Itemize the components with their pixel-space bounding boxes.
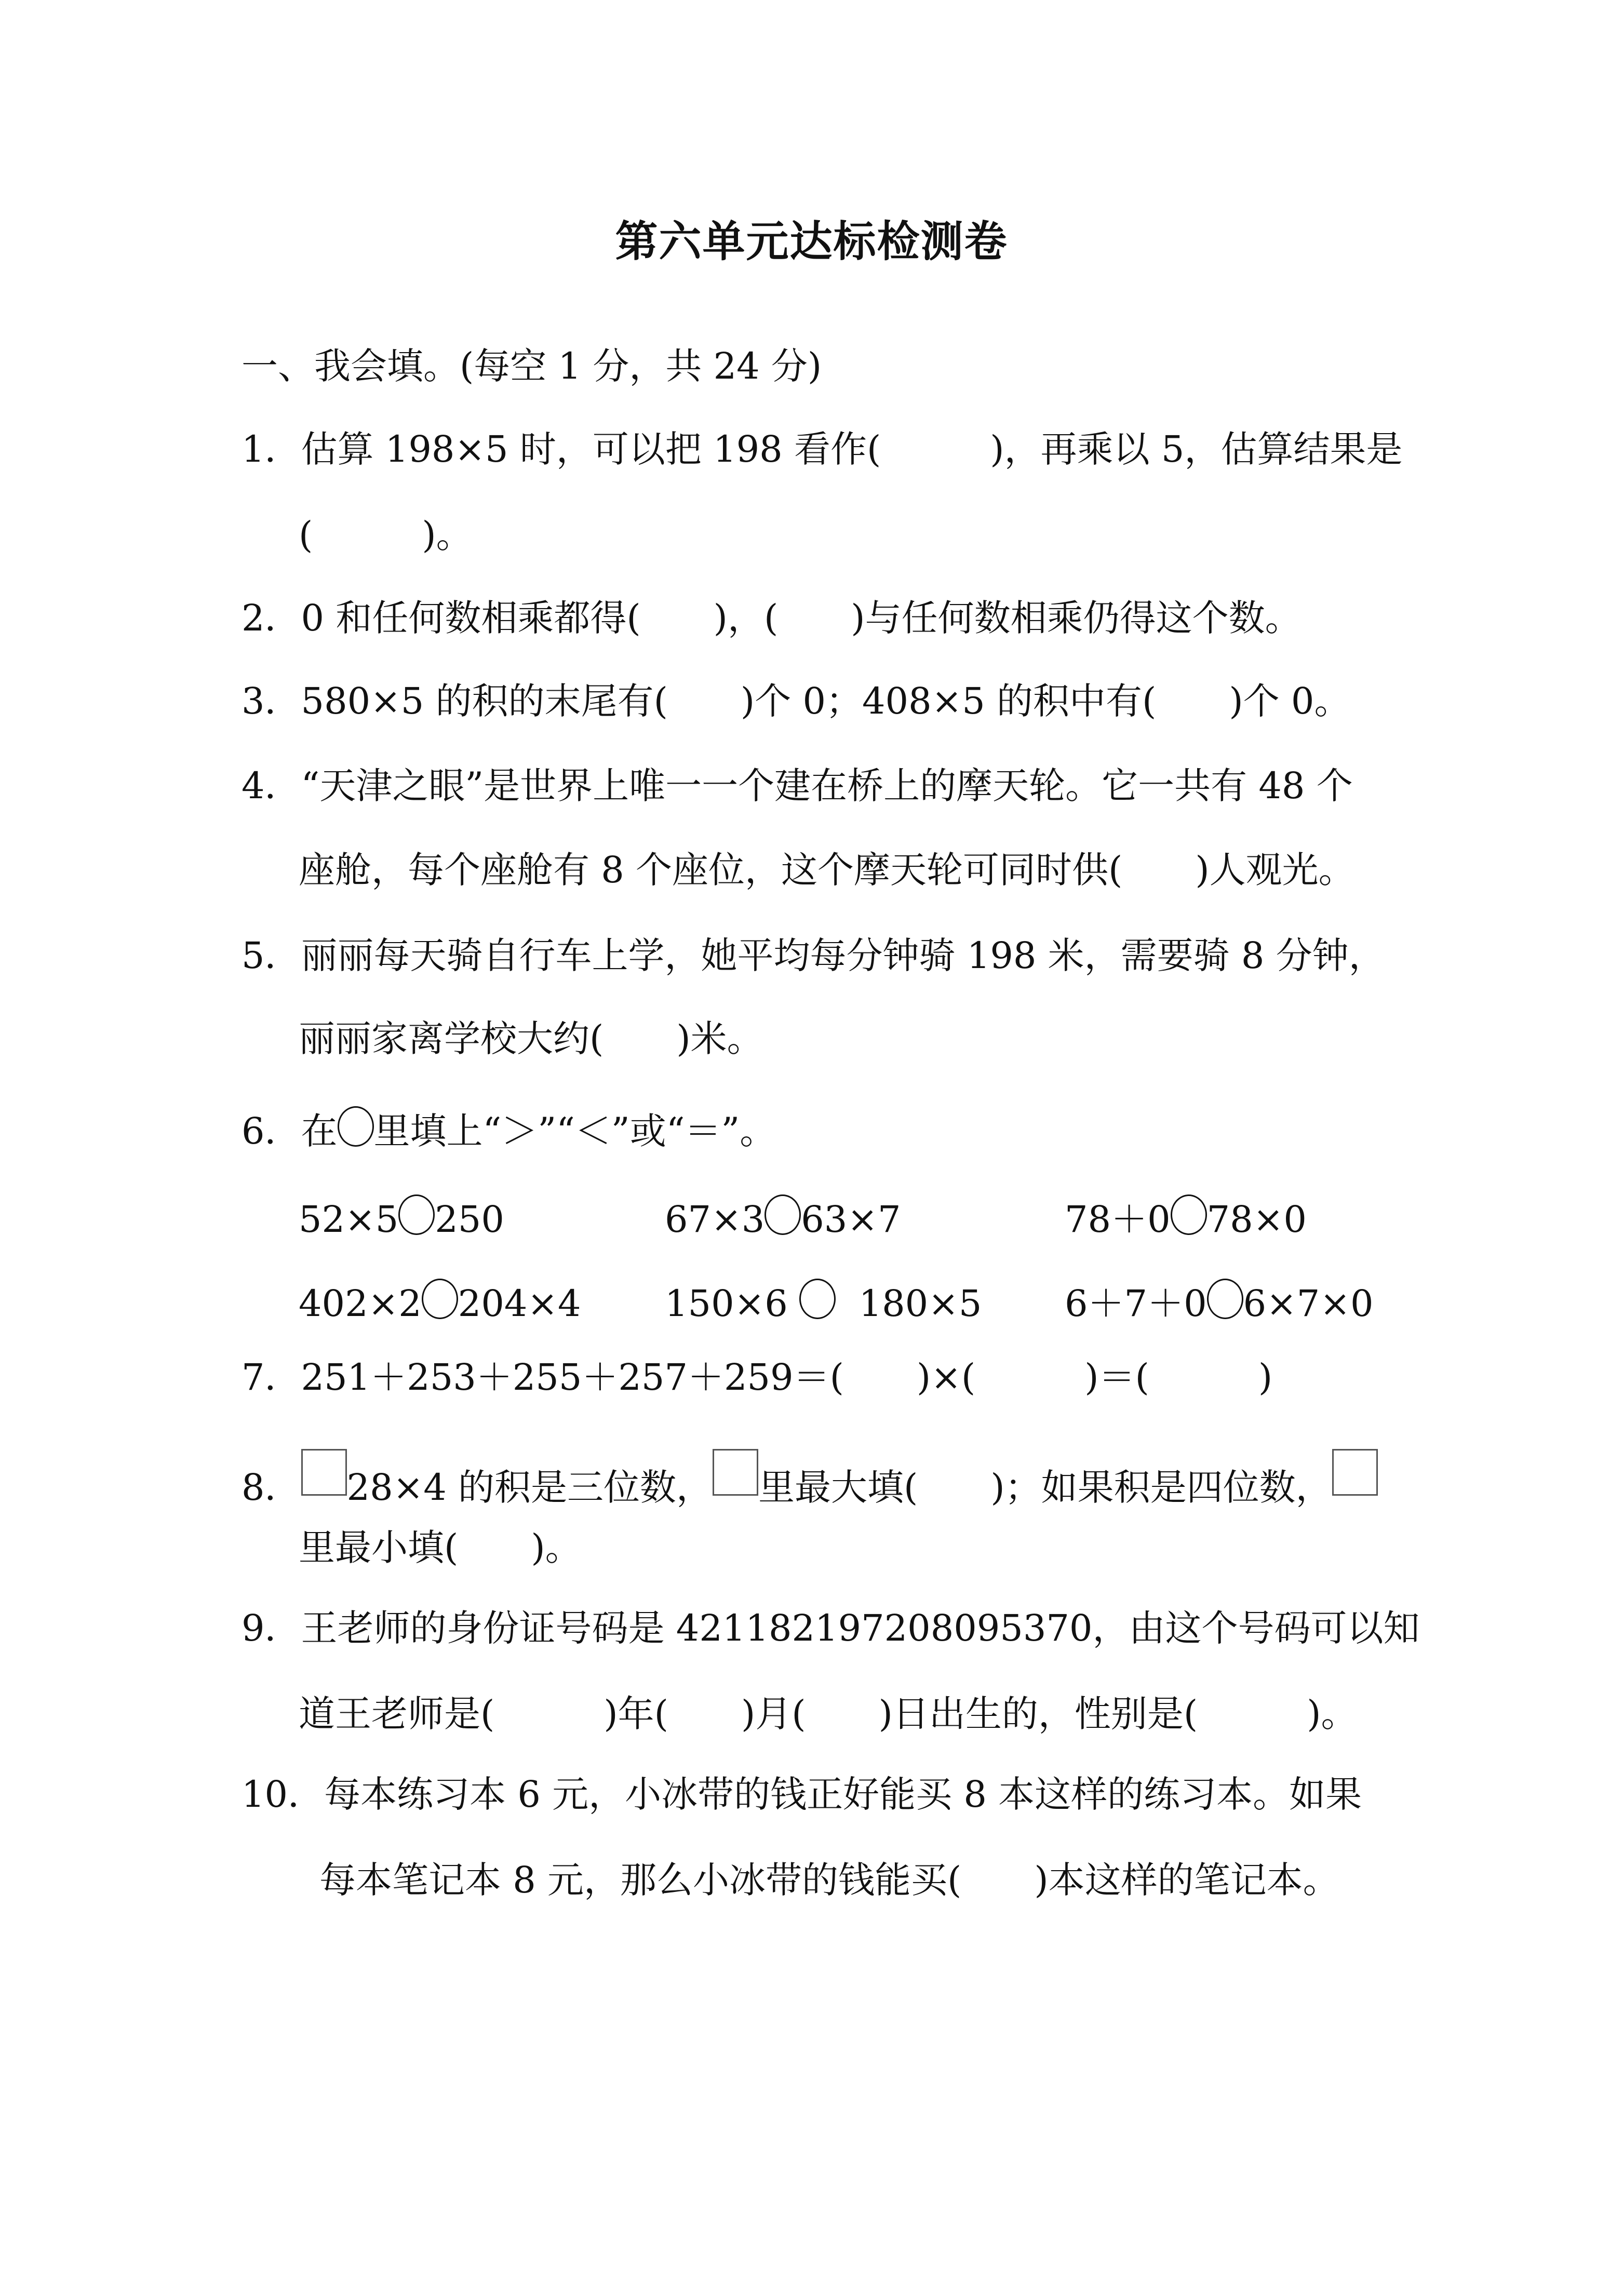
question-4-line-1: 4．“天津之眼”是世界上唯一一个建在桥上的摩天轮。它一共有 48 个 bbox=[242, 764, 1353, 807]
question-1-line-1: 1．估算 198×5 时，可以把 198 看作( )，再乘以 5，估算结果是 bbox=[242, 428, 1403, 471]
page-title: 第六单元达标检测卷 bbox=[615, 217, 1008, 266]
question-number: 5． bbox=[242, 934, 301, 977]
compare-item: 150×6 180×5 bbox=[665, 1279, 982, 1327]
question-4-line-2: 座舱，每个座舱有 8 个座位，这个摩天轮可同时供( )人观光。 bbox=[299, 849, 1355, 891]
question-3: 3．580×5 的积的末尾有( )个 0；408×5 的积中有( )个 0。 bbox=[242, 680, 1351, 722]
question-number: 9． bbox=[242, 1607, 301, 1649]
question-10-line-2: 每本笔记本 8 元，那么小冰带的钱能买( )本这样的笔记本。 bbox=[319, 1859, 1339, 1901]
compare-item: 78＋0 78×0 bbox=[1065, 1194, 1307, 1243]
compare-item: 52×5 250 bbox=[299, 1194, 504, 1243]
digit-box-input[interactable] bbox=[301, 1449, 347, 1496]
question-9-line-1: 9．王老师的身份证号码是 421182197208095370，由这个号码可以知 bbox=[242, 1607, 1420, 1649]
question-number: 1． bbox=[242, 428, 301, 471]
compare-circle-input[interactable] bbox=[799, 1279, 836, 1319]
question-6-prompt: 6．在 里填上“＞”“＜”或“＝”。 bbox=[242, 1106, 776, 1154]
question-number: 2． bbox=[242, 597, 301, 639]
compare-circle-input[interactable] bbox=[398, 1194, 435, 1235]
digit-box-icon bbox=[1332, 1449, 1378, 1496]
question-8-line-1: 8． 28×4 的积是三位数， 里最大填( )；如果积是四位数， bbox=[242, 1449, 1378, 1511]
question-7: 7．251＋253＋255＋257＋259＝( )×( )＝( ) bbox=[242, 1356, 1273, 1399]
compare-circle-input[interactable] bbox=[764, 1194, 801, 1235]
question-number: 3． bbox=[242, 680, 301, 722]
question-1-line-2: ( )。 bbox=[299, 514, 473, 556]
compare-circle-input[interactable] bbox=[1171, 1194, 1207, 1235]
question-number: 6． bbox=[242, 1110, 301, 1152]
compare-circle-icon bbox=[338, 1106, 374, 1147]
question-9-line-2: 道王老师是( )年( )月( )日出生的，性别是( )。 bbox=[299, 1693, 1358, 1735]
question-2: 2．0 和任何数相乘都得( )，( )与任何数相乘仍得这个数。 bbox=[242, 597, 1302, 639]
question-10-line-1: 10．每本练习本 6 元，小冰带的钱正好能买 8 本这样的练习本。如果 bbox=[242, 1773, 1362, 1816]
digit-box-icon bbox=[713, 1449, 758, 1496]
question-number: 8． bbox=[242, 1466, 301, 1509]
question-5-line-2: 丽丽家离学校大约( )米。 bbox=[299, 1017, 763, 1060]
question-number: 7． bbox=[242, 1356, 301, 1399]
compare-circle-input[interactable] bbox=[1207, 1279, 1243, 1319]
section-heading: 一、我会填。(每空 1 分，共 24 分) bbox=[242, 345, 822, 387]
compare-item: 402×2 204×4 bbox=[299, 1279, 581, 1327]
question-number: 10． bbox=[242, 1773, 325, 1816]
compare-circle-input[interactable] bbox=[422, 1279, 458, 1319]
question-8-line-2: 里最小填( )。 bbox=[299, 1526, 582, 1569]
question-number: 4． bbox=[242, 764, 301, 807]
compare-item: 67×3 63×7 bbox=[665, 1194, 901, 1243]
compare-item: 6＋7＋0 6×7×0 bbox=[1065, 1279, 1374, 1327]
question-5-line-1: 5．丽丽每天骑自行车上学，她平均每分钟骑 198 米，需要骑 8 分钟， bbox=[242, 934, 1385, 977]
